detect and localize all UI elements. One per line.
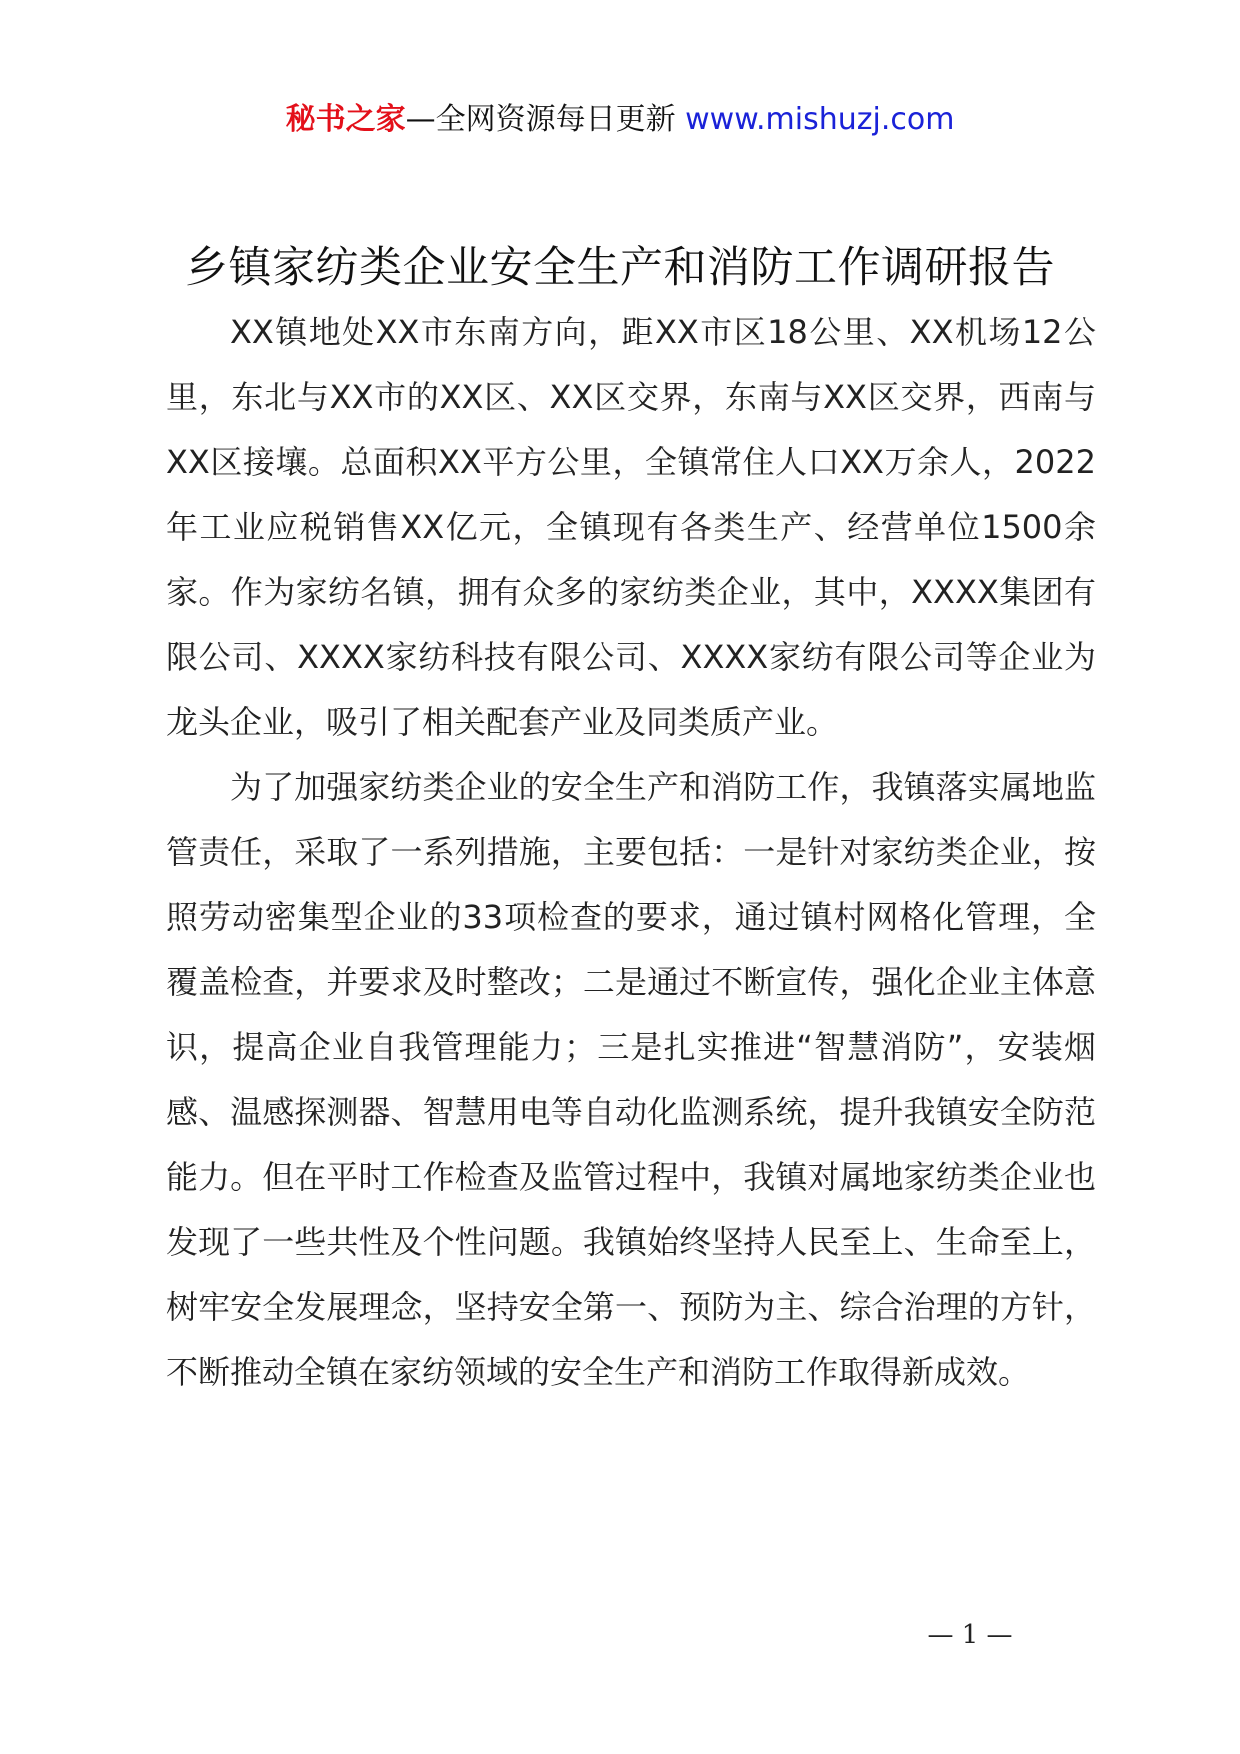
paragraph-2: 为了加强家纺类企业的安全生产和消防工作，我镇落实属地监管责任，采取了一系列措施，主要包括：一是针对家纺类企业，按照劳动密集型企业的33项检查的要求，通过镇村网格化管理，全覆盖检查，并要求及时整改；二是通过不断宣传，强化企业主体意识，提高企业自我管理能力；三是扎实推进“智慧消防”，安装烟感、温感探测器、智慧用电等自动化监测系统，提升我镇安全防范能力。但在平时工作检查及监管过程中，我镇对属地家纺类企业也发现了一些共性及个性问题。我镇始终坚持人民至上、生命至上，树牢安全发展理念，坚持安全第一、预防为主、综合治理的方针，不断推动全镇在家纺领域的安全生产和消防工作取得新成效。	[166, 768, 1096, 1391]
brand-name: 秘书之家	[285, 102, 406, 137]
site-url-link[interactable]: www.mishuzj.com	[685, 102, 955, 137]
site-header	[0, 100, 1240, 140]
document-title: 乡镇家纺类企业安全生产和消防工作调研报告	[185, 243, 1055, 293]
document-body	[166, 300, 1096, 1405]
page-number: — 1 —	[927, 1620, 1013, 1650]
header-tagline: —全网资源每日更新	[405, 102, 686, 137]
paragraph-1: XX镇地处XX市东南方向，距XX市区18公里、XX机场12公里，东北与XX市的XX区、XX区交界，东南与XX区交界，西南与XX区接壤。总面积XX平方公里，全镇常住人口XX万余人，2022年工业应税销售XX亿元，全镇现有各类生产、经营单位1500余家。作为家纺名镇，拥有众多的家纺类企业，其中，XXXX集团有限公司、XXXX家纺科技有限公司、XXXX家纺有限公司等企业为龙头企业，吸引了相关配套产业及同类质产业。	[166, 313, 1096, 741]
